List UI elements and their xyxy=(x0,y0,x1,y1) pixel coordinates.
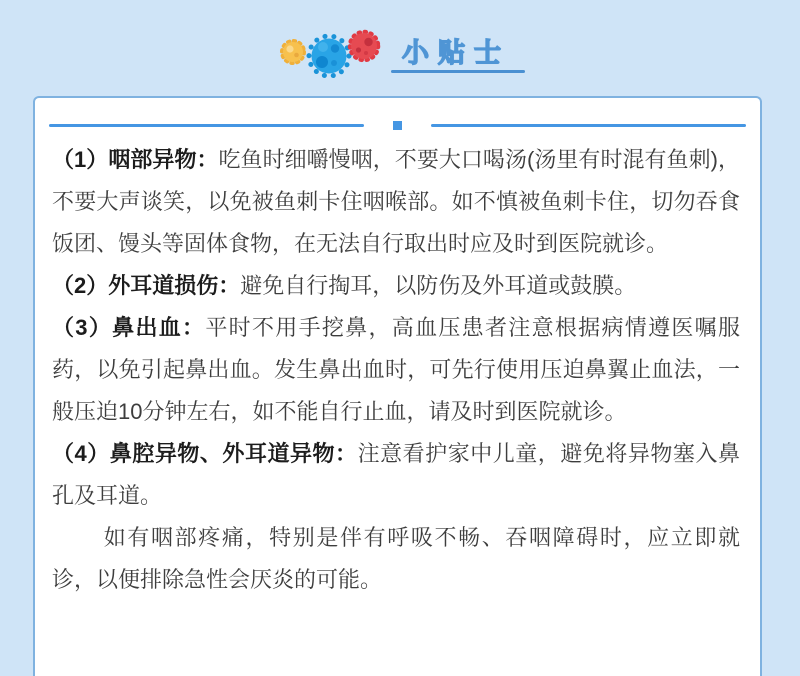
tip-text-3: 平时不用手挖鼻，高血压患者注意根据病情遵医嘱服药，以免引起鼻出血。发生鼻出血时，可先行使用压迫鼻翼止血法，一般压迫10分钟左右，如不能自行止血，请及时到医院就诊。 xyxy=(52,315,740,424)
divider-square xyxy=(393,121,402,130)
card-top-divider xyxy=(49,121,746,130)
tip-text-2: 避免自行掏耳，以防伤及外耳道或鼓膜。 xyxy=(240,273,637,298)
tip-text-4: 注意看护家中儿童，避免将异物塞入鼻孔及耳道。 xyxy=(52,441,740,508)
tip-item-3 xyxy=(52,307,740,433)
tip-label-1: （1）咽部异物： xyxy=(52,147,219,172)
title-underline xyxy=(391,70,525,73)
virus-cluster-icon xyxy=(274,15,394,95)
closing-note: 如有咽部疼痛，特别是伴有呼吸不畅、吞咽障碍时，应立即就诊，以便排除急性会厌炎的可能。 xyxy=(52,525,740,592)
divider-line-right xyxy=(431,124,746,127)
divider-line-left xyxy=(49,124,364,127)
blue-virus-icon xyxy=(309,36,349,76)
yellow-virus-icon xyxy=(282,41,304,63)
tip-item-2 xyxy=(52,265,740,307)
tip-item-4 xyxy=(52,433,740,517)
tip-label-3: （3）鼻出血： xyxy=(52,315,206,340)
tips-content xyxy=(52,139,740,601)
tip-label-4: （4）鼻腔异物、外耳道异物： xyxy=(52,441,358,466)
tip-text-1: 吃鱼时细嚼慢咽，不要大口喝汤(汤里有时混有鱼刺)，不要大声谈笑，以免被鱼刺卡住咽喉部。如不慎被鱼刺卡住，切勿吞食饭团、馒头等固体食物，在无法自行取出时应及时到医院就诊。 xyxy=(52,147,740,256)
page-title: 小贴士 xyxy=(402,38,510,68)
header xyxy=(0,0,800,96)
tips-card xyxy=(33,96,762,676)
tip-label-2: （2）外耳道损伤： xyxy=(52,273,241,298)
red-virus-icon xyxy=(350,32,378,60)
tip-item-1 xyxy=(52,139,740,265)
